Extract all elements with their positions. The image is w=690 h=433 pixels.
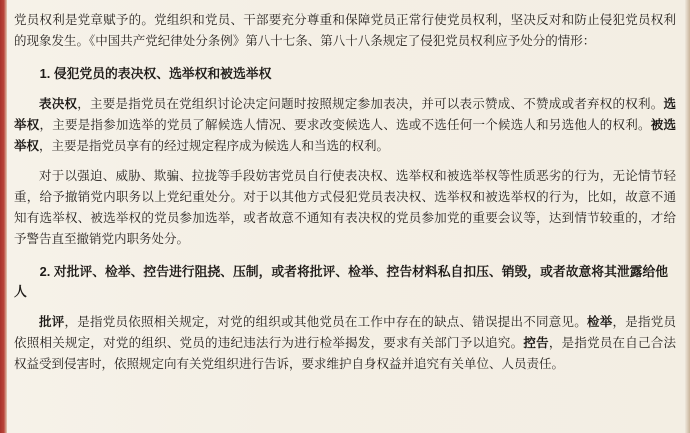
paragraph-intro bbox=[14, 10, 676, 52]
text-run-0: 党员权利是党章赋予的。党组织和党员、干部要充分尊重和保障党员正常行使党员权利，坚决反对和防止侵犯党员权利的现象发生。《中国共产党纪律处分条例》第八十七条、第八十八条规定了侵犯党员权利应予处分的情形： bbox=[14, 13, 676, 48]
paragraph-section1-1 bbox=[14, 94, 676, 157]
section-heading-2: 2. 对批评、检举、控告进行阻挠、压制，或者将批评、检举、控告材料私自扣压、销毁，或者故意将其泄露给他人 bbox=[14, 264, 669, 299]
text-run-4: 控告 bbox=[523, 336, 549, 350]
page-bottom-spacer bbox=[14, 384, 676, 390]
text-run-3: ，主要是指参加选举的党员了解候选人情况、要求改变候选人、选或不选任何一个候选人和另选他人的权利。 bbox=[39, 118, 651, 132]
paragraph-section1-2 bbox=[14, 166, 676, 250]
text-run-3: ，是指党员依照相关规定，对党的组织、党员的违纪违法行为进行检举揭发，要求有关部门予以追究。 bbox=[14, 315, 676, 350]
document-body bbox=[14, 10, 676, 390]
text-run-5: ，主要是指党员享有的经过规定程序成为候选人和当选的权利。 bbox=[39, 139, 390, 153]
text-run-5: ，是指党员在自己合法权益受到侵害时，依照规定向有关党组织进行告诉，要求维护自身权益并追究有关单位、人员责任。 bbox=[14, 336, 676, 371]
text-run-1: ，是指党员依照相关规定，对党的组织或其他党员在工作中存在的缺点、错误提出不同意见。 bbox=[64, 315, 587, 329]
paragraph-section2-1 bbox=[14, 312, 676, 375]
text-run-0: 批评 bbox=[39, 315, 65, 329]
text-run-2: 选举权 bbox=[14, 97, 676, 132]
section-heading-1: 1. 侵犯党员的表决权、选举权和被选举权 bbox=[39, 66, 272, 81]
text-run-0: 表决权 bbox=[39, 97, 78, 111]
text-run-0: 对于以强迫、威胁、欺骗、拉拢等手段妨害党员自行使表决权、选举权和被选举权等性质恶劣的行为，无论情节轻重，给予撤销党内职务以上党纪重处分。对于以其他方式侵犯党员表决权、选举权和被选举权的行为，比如，故意不通知有选举权、被选举权的党员参加选举，或者故意不通知有表决权的党员参加党的重要会议等，达到情节较重的，才给予警告直至撤销党内职务处分。 bbox=[14, 169, 676, 246]
text-run-2: 检举 bbox=[587, 315, 613, 329]
text-run-4: 被选举权 bbox=[14, 118, 676, 153]
text-run-1: ，主要是指党员在党组织讨论决定问题时按照规定参加表决，并可以表示赞成、不赞成或者弃权的权利。 bbox=[77, 97, 664, 111]
